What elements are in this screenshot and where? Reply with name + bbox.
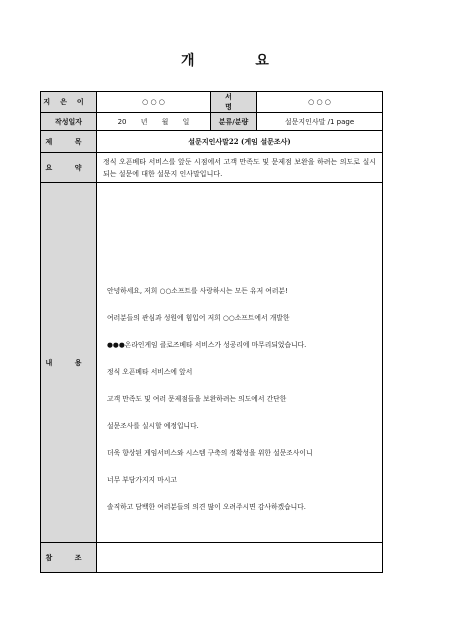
content-label: 내 용 <box>41 183 97 543</box>
content-row <box>41 183 383 543</box>
content-line: 안녕하세요, 저희 ○○소프트를 사랑하시는 모든 유저 여러분! <box>107 286 288 295</box>
content-line: 솔직하고 담백한 여러분들의 의견 많이 오려주시면 감사하겠습니다. <box>107 502 306 511</box>
content-line: 고객 만족도 및 여러 문제점들을 보완하려는 의도에서 간단한 <box>107 394 287 403</box>
content-line: ●●●온라인게임 클로즈베타 서비스가 성공리에 마무리되었습니다. <box>107 340 307 349</box>
content-line: 더욱 향상된 게임서비스와 시스템 구축의 정확성을 위한 설문조사이니 <box>107 448 313 457</box>
summary-label: 요 약 <box>41 153 97 183</box>
author-row <box>41 92 383 113</box>
category-value: 설문지인사말 /1 page <box>257 113 383 131</box>
content-body <box>97 183 383 543</box>
subject-label: 제 목 <box>41 131 97 153</box>
date-value: 20 년 월 일 <box>97 113 211 131</box>
date-row <box>41 113 383 131</box>
summary-row <box>41 153 383 183</box>
summary-form <box>40 91 383 573</box>
reference-value <box>97 543 383 573</box>
signature-label: 서 명 <box>211 92 257 113</box>
date-label: 작성일자 <box>41 113 97 131</box>
author-label: 지은이 <box>41 92 97 113</box>
subject-row <box>41 131 383 153</box>
summary-value: 정식 오픈베타 서비스를 앞둔 시점에서 고객 만족도 및 문제점 보완을 하려는 의도로 실시되는 설문에 대한 설문지 인사말입니다. <box>97 153 383 183</box>
content-line: 정식 오픈베타 서비스에 앞서 <box>107 367 193 376</box>
signature-value: ○ ○ ○ <box>257 92 383 113</box>
content-line: 설문조사를 실시할 예정입니다. <box>107 421 199 430</box>
category-label: 분류/분량 <box>211 113 257 131</box>
page-title: 개 요 <box>181 53 297 69</box>
content-line: 너무 부담가지지 마시고 <box>107 475 177 484</box>
reference-label: 참 조 <box>41 543 97 573</box>
content-line: 여러분들의 관심과 성원에 힘입어 저희 ○○소프트에서 개발한 <box>107 313 290 322</box>
author-value: ○ ○ ○ <box>97 92 211 113</box>
reference-row <box>41 543 383 573</box>
subject-value: 설문지인사말22 (게임 설문조사) <box>97 131 383 153</box>
